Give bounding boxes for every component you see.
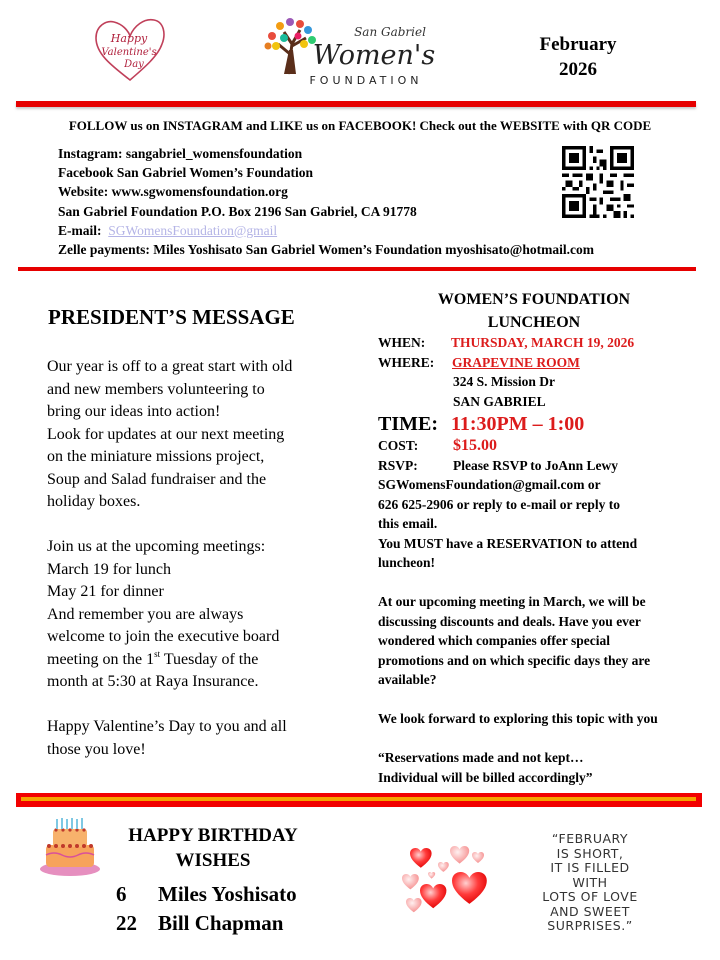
divider-top	[16, 101, 696, 107]
february-quote	[505, 832, 675, 934]
logo-san-gabriel-text: San Gabriel	[354, 25, 426, 39]
topic-line: At our upcoming meeting in March, we will be	[378, 594, 646, 609]
cost-label: COST:	[378, 438, 419, 453]
when-row	[378, 333, 713, 353]
quote-line: WITH	[572, 874, 608, 890]
president-message-body	[47, 356, 347, 761]
meeting-date-dinner: May 21 for dinner	[47, 583, 164, 600]
quote-line: IS SHORT,	[556, 845, 624, 861]
luncheon-title	[378, 288, 690, 334]
website-url[interactable]: Website: www.sgwomensfoundation.org	[58, 184, 288, 200]
birthday-entry	[116, 880, 297, 909]
birthday-name: Miles Yoshisato	[158, 882, 297, 906]
reservation-required: You MUST have a RESERVATION to attend	[378, 535, 638, 551]
president-line: Join us at the upcoming meetings:	[47, 538, 266, 555]
where-value[interactable]: GRAPEVINE ROOM	[452, 354, 580, 370]
divider-middle	[18, 267, 696, 271]
cost-value: $15.00	[453, 437, 497, 454]
birthday-day: 6	[116, 882, 127, 906]
happy-valentines-logo	[92, 16, 168, 84]
topic-line: wondered which companies offer special	[378, 633, 610, 648]
issue-month: February	[539, 34, 617, 55]
meeting-date-lunch: March 19 for lunch	[47, 560, 171, 578]
reservation-required: luncheon!	[378, 555, 436, 570]
quote-line: IT IS FILLED	[550, 860, 630, 875]
birthday-list	[116, 880, 297, 938]
president-line: Soup and Salad fundraiser and the	[47, 470, 267, 488]
quote-line: AND SWEET	[550, 903, 630, 919]
meeting-text: Tuesday of the	[160, 650, 259, 668]
zelle-payments: Zelle payments: Miles Yoshisato San Gabriel Women’s Foundation myoshisato@hotmail.com	[58, 242, 594, 258]
facebook-page[interactable]: Facebook San Gabriel Women’s Foundation	[58, 165, 314, 181]
quote-line: “FEBRUARY	[551, 831, 629, 846]
issue-date	[520, 32, 636, 82]
topic-line: available?	[378, 672, 437, 687]
president-line: and new members volunteering to	[47, 380, 265, 398]
instagram-handle[interactable]: Instagram: sangabriel_womensfoundation	[58, 146, 303, 161]
birthday-day: 22	[116, 911, 137, 935]
address-line1: 324 S. Mission Dr	[453, 374, 556, 389]
rsvp-email[interactable]: SGWomensFoundation@gmail.com or	[378, 477, 601, 492]
valentine-text-valentines: Valentine's	[101, 47, 157, 58]
email-row	[58, 221, 594, 240]
email-link[interactable]: SGWomensFoundation@gmail	[108, 222, 278, 238]
topic-line: promotions and on which specific days they are	[378, 652, 651, 668]
president-line: month at 5:30 at Raya Insurance.	[47, 673, 259, 690]
president-line: Our year is off to a great start with old	[47, 358, 293, 375]
contact-info	[58, 144, 594, 259]
president-line: Look for updates at our next meeting	[47, 425, 285, 443]
logo-foundation-text: FOUNDATION	[309, 74, 423, 87]
birthday-title-line2: WISHES	[175, 850, 251, 871]
time-label: TIME:	[378, 413, 438, 435]
closing-line: We look forward to exploring this topic with you	[378, 711, 658, 726]
quote-line: SURPRISES.”	[547, 918, 633, 933]
president-line	[47, 649, 347, 672]
quote-line: LOTS OF LOVE	[542, 889, 638, 904]
tree-hands-icon	[262, 14, 437, 88]
birthday-title	[108, 823, 318, 873]
president-line: those you love!	[47, 740, 146, 758]
policy-line: “Reservations made and not kept…	[378, 750, 584, 765]
follow-banner: FOLLOW us on INSTAGRAM and LIKE us on FACEBOOK! Check out the WEBSITE with QR CODE	[68, 118, 652, 133]
email-label: E-mail:	[58, 222, 102, 238]
birthday-name: Bill Chapman	[158, 911, 284, 935]
valentine-text-day: Day	[124, 59, 144, 70]
birthday-title-line1: HAPPY BIRTHDAY	[128, 825, 298, 846]
address-line2: SAN GABRIEL	[453, 393, 546, 409]
heart-icon	[402, 846, 487, 912]
valentine-text-happy: Happy	[110, 32, 148, 45]
rsvp-value: Please RSVP to JoAnn Lewy	[453, 457, 618, 473]
president-line: on the miniature missions project,	[47, 448, 265, 465]
president-line: Happy Valentine’s Day to you and all	[47, 718, 287, 735]
rsvp-label: RSVP:	[378, 457, 418, 473]
birthday-cake-icon	[38, 815, 102, 877]
birthday-entry	[116, 909, 297, 938]
when-label: WHEN:	[378, 335, 426, 350]
divider-bottom	[16, 793, 702, 807]
president-message-title: PRESIDENT’S MESSAGE	[48, 305, 295, 329]
rsvp-phone: 626 625-2906 or reply to e-mail or reply to	[378, 496, 620, 512]
president-line: And remember you are always	[47, 605, 244, 623]
qr-code[interactable]	[562, 146, 634, 218]
issue-year: 2026	[559, 59, 597, 80]
president-line: welcome to join the executive board	[47, 628, 280, 645]
president-line: holiday boxes.	[47, 493, 141, 510]
time-value: 11:30PM – 1:00	[451, 413, 585, 435]
where-label: WHERE:	[378, 354, 435, 370]
topic-line: discussing discounts and deals. Have you ever	[378, 613, 641, 629]
where-row	[378, 353, 713, 373]
rsvp-line: this email.	[378, 516, 438, 531]
cost-row	[378, 436, 713, 456]
foundation-logo	[262, 14, 437, 88]
logo-womens-text: Women's	[312, 40, 436, 71]
rsvp-row	[378, 456, 713, 476]
time-row	[378, 413, 713, 436]
luncheon-title-line2: LUNCHEON	[487, 314, 581, 331]
hearts-illustration	[400, 842, 495, 922]
luncheon-title-line1: WOMEN’S FOUNDATION	[437, 291, 631, 308]
heart-icon	[92, 16, 168, 84]
president-line: bring our ideas into action!	[47, 403, 221, 420]
qr-code-icon	[562, 146, 634, 218]
meeting-text: meeting on the 1	[47, 650, 155, 668]
mailing-address: San Gabriel Foundation P.O. Box 2196 San Gabriel, CA 91778	[58, 203, 417, 219]
policy-line: Individual will be billed accordingly”	[378, 769, 593, 785]
when-value: THURSDAY, MARCH 19, 2026	[451, 335, 635, 350]
ordinal-suffix: st	[154, 648, 161, 659]
luncheon-details	[378, 333, 713, 787]
